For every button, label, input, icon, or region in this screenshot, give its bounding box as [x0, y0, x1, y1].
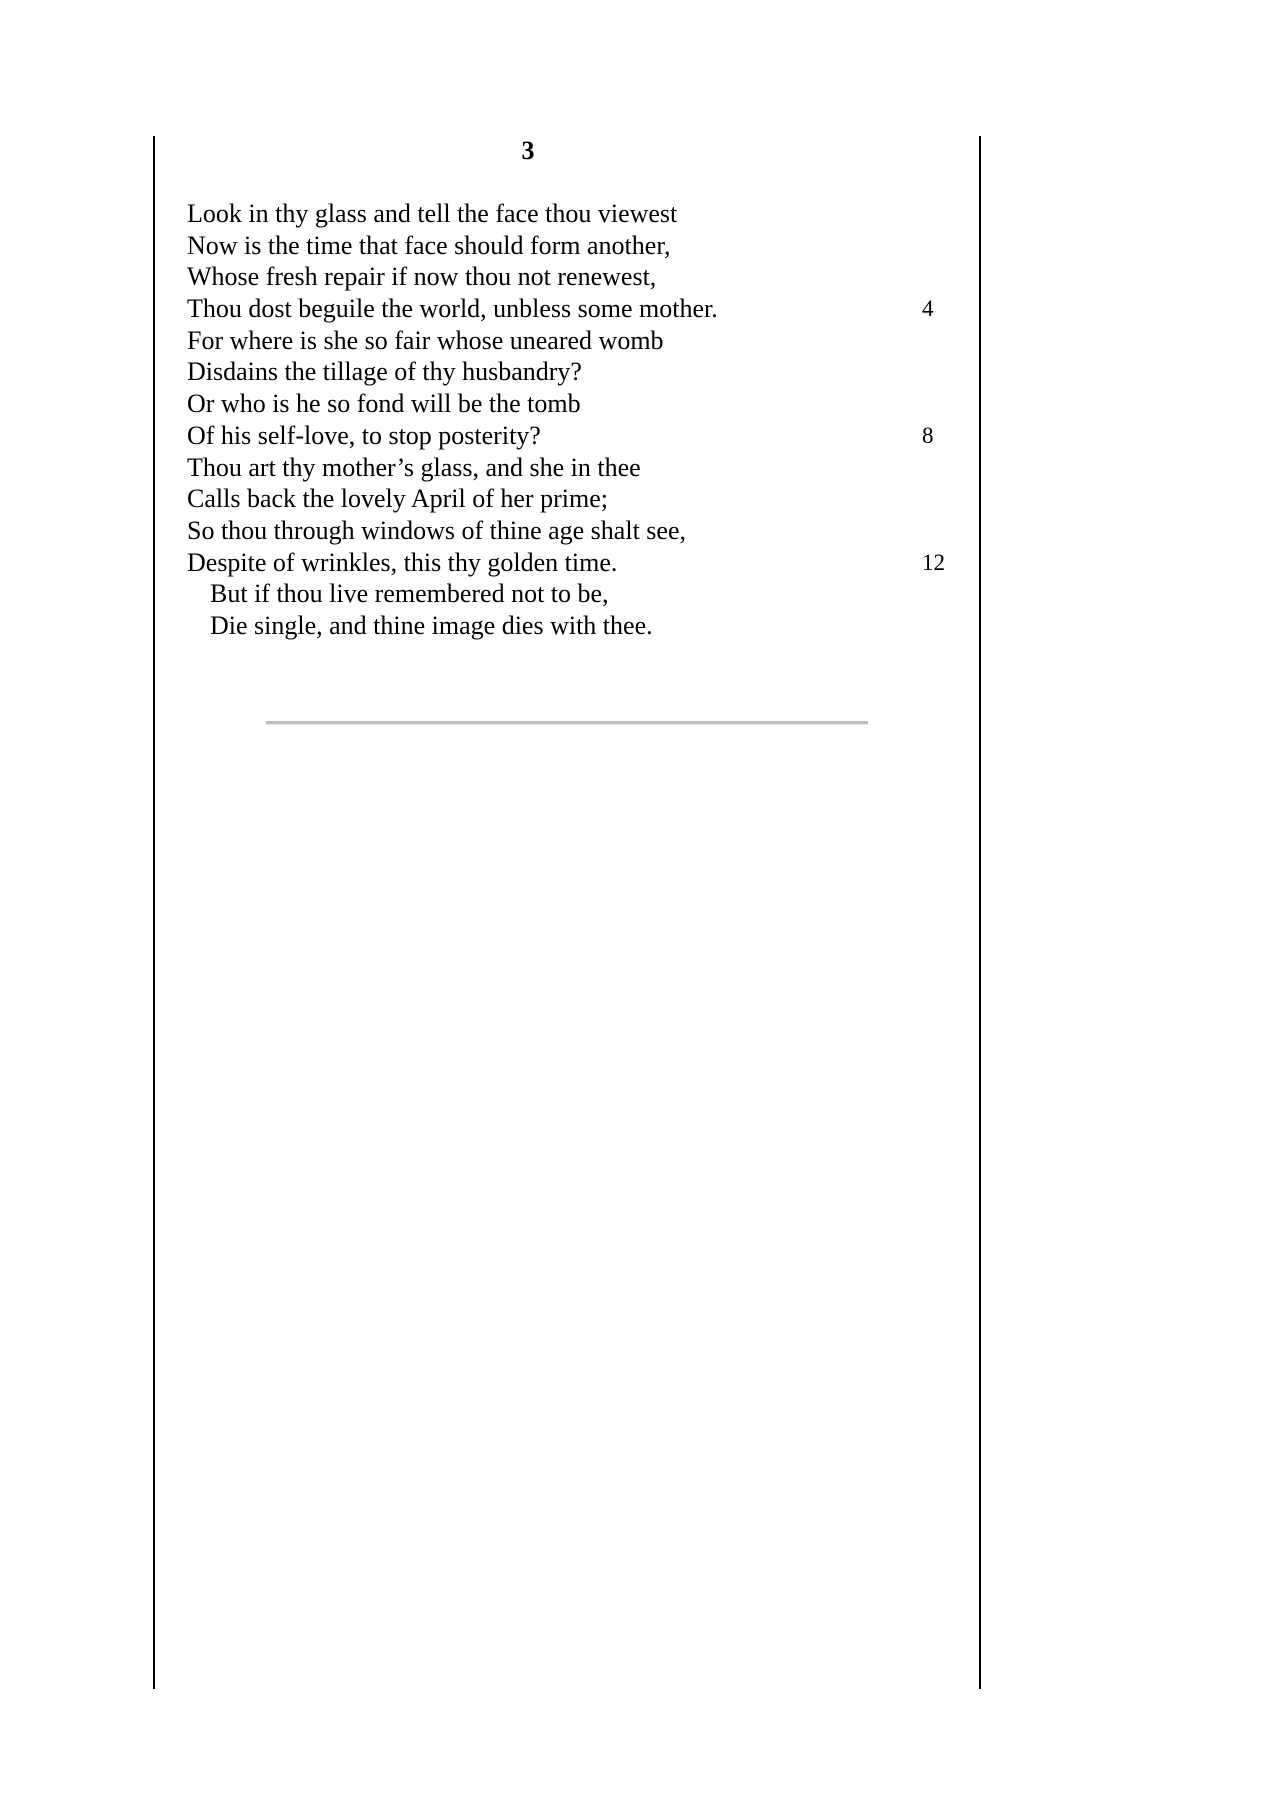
poem-line [187, 483, 947, 515]
poem-line [187, 610, 947, 642]
poem-line-text: So thou through windows of thine age shalt see, [187, 515, 686, 545]
line-number: 12 [922, 549, 945, 575]
poem-line-text: Now is the time that face should form another, [187, 230, 671, 260]
poem-line-text: Whose fresh repair if now thou not renewest, [187, 262, 657, 292]
right-margin-rule [979, 136, 981, 1689]
poem-line-text: Disdains the tillage of thy husbandry? [187, 357, 582, 387]
sonnet-number: 3 [521, 136, 535, 165]
poem-line-text: Calls back the lovely April of her prime; [187, 484, 608, 514]
poem-line [187, 261, 947, 293]
poem-line-text: Thou art thy mother’s glass, and she in thee [187, 452, 641, 482]
poem-line-text: Despite of wrinkles, this thy golden time. [187, 547, 618, 577]
left-margin-rule [153, 136, 155, 1689]
poem-line-text: For where is she so fair whose uneared womb [187, 325, 664, 355]
poem-line-text: But if thou live remembered not to be, [210, 579, 609, 609]
poem-line [187, 230, 947, 262]
poem-line [187, 198, 947, 230]
poem-line-text: Of his self-love, to stop posterity? [187, 420, 541, 450]
poem-line [187, 293, 947, 325]
line-number: 8 [922, 422, 934, 448]
poem-line-text: Look in thy glass and tell the face thou viewest [187, 199, 678, 228]
poem-line-text: Die single, and thine image dies with thee. [210, 610, 653, 640]
poem-line [187, 325, 947, 357]
line-number: 4 [922, 296, 934, 322]
poem-line [187, 452, 947, 484]
poem-line [187, 547, 947, 579]
poem-line [187, 420, 947, 452]
poem-line [187, 388, 947, 420]
sonnet-body [187, 198, 947, 642]
poem-line [187, 356, 947, 388]
poem-line-text: Thou dost beguile the world, unbless some mother. [187, 294, 718, 324]
poem-line [187, 515, 947, 547]
section-separator [266, 721, 868, 725]
poem-line-text: Or who is he so fond will be the tomb [187, 389, 581, 419]
poem-line [187, 578, 947, 610]
